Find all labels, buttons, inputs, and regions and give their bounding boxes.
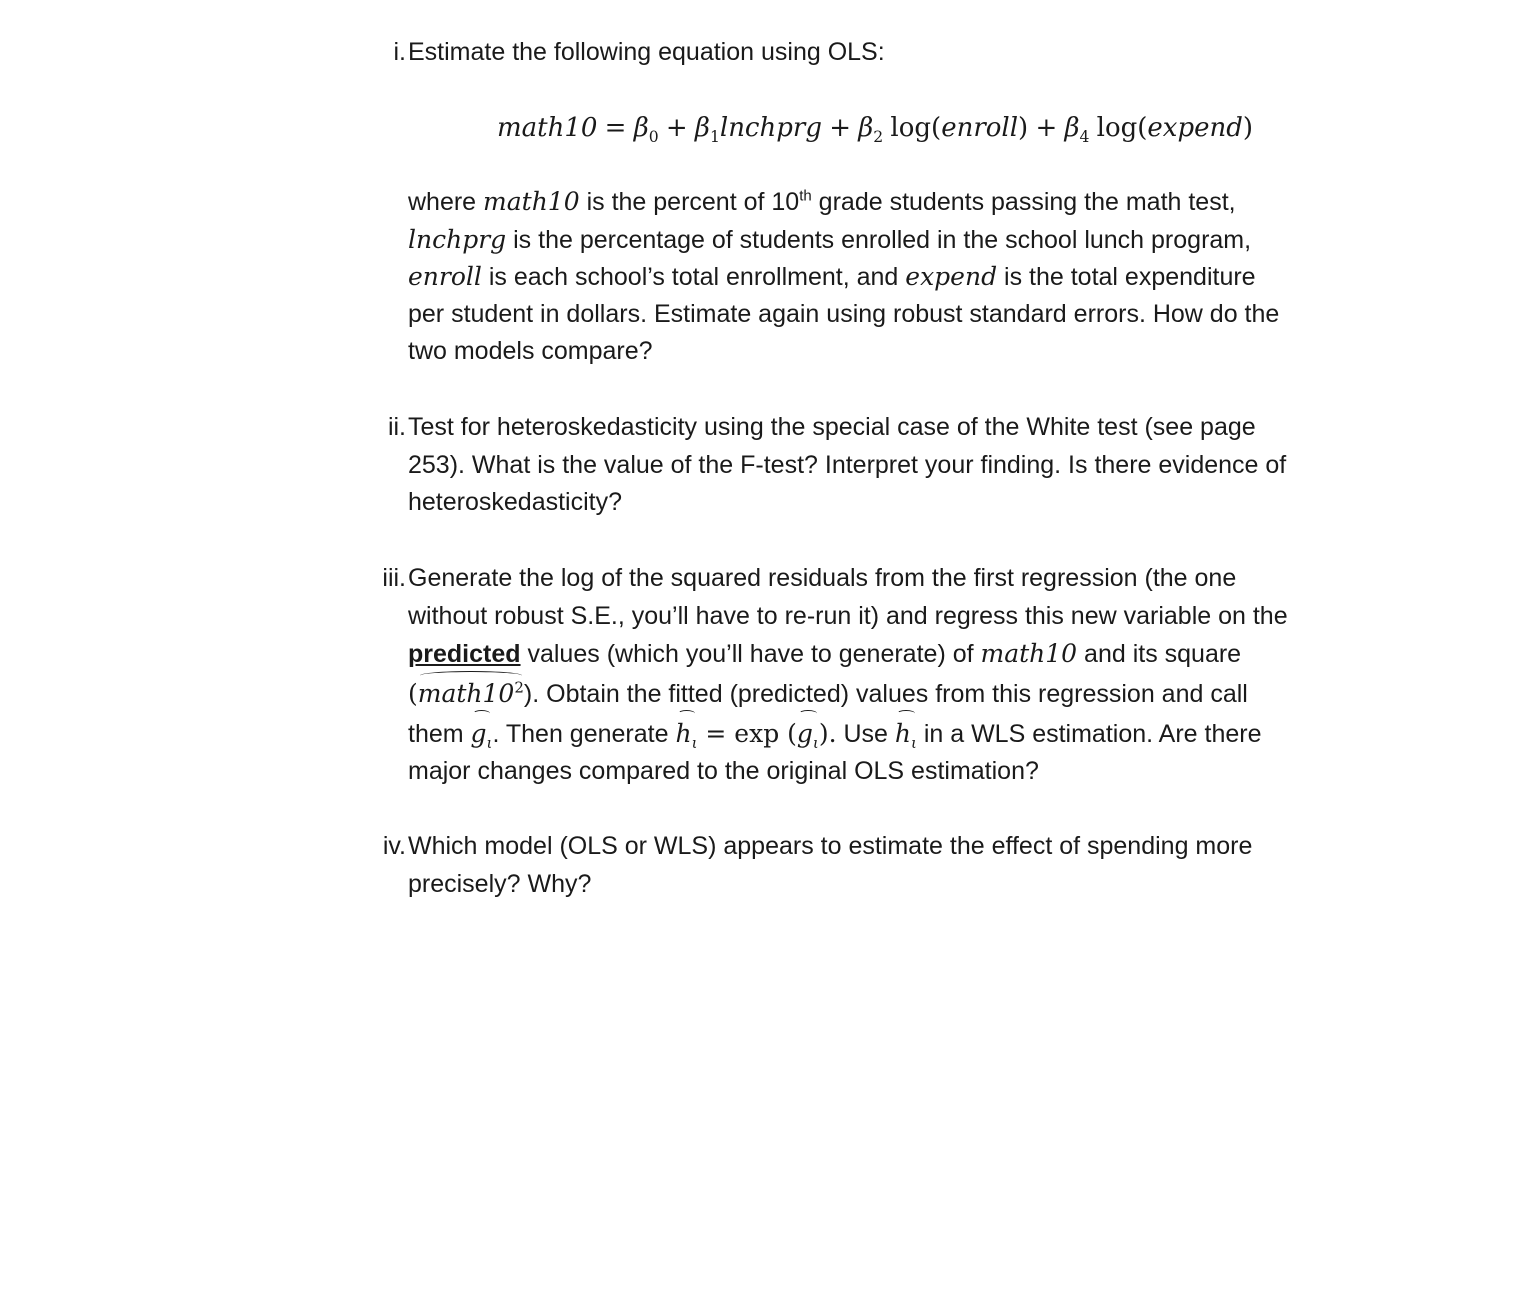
- body-line: where math10 is the percent of 10th grade students passing the math test,: [408, 187, 1236, 216]
- question-text: [408, 560, 1358, 790]
- math10-squared-hat: $math10^2$: [418, 673, 524, 715]
- emphasis-predicted: predicted: [408, 640, 521, 668]
- question-iv: [356, 828, 1356, 908]
- body-line: major changes compared to the original OLS estimation?: [408, 756, 1039, 785]
- question-i-body: [356, 183, 1356, 373]
- question-number: iii.: [382, 564, 406, 592]
- question-text: [408, 828, 1358, 903]
- body-line: Test for heteroskedasticity using the special case of the White test (see page: [408, 413, 1256, 441]
- body-line: enroll is each school’s total enrollment, and expend is the total expenditure: [408, 262, 1256, 291]
- h-hat: $h_\iota$: [675, 713, 697, 755]
- question-text: [408, 409, 1358, 522]
- body-line: lnchprg is the percentage of students enrolled in the school lunch program,: [408, 224, 1252, 254]
- body-line: them $g_\iota$. Then generate $h_\iota = \exp (g_\iota)$. Use $h_\iota$ in a WLS estimation. Are there: [408, 713, 1358, 753]
- question-text: [408, 34, 1358, 72]
- body-line: heteroskedasticity?: [408, 488, 623, 516]
- body-line: $(math10^2)$. Obtain the fitted (predicted) values from this regression and call: [408, 673, 1358, 713]
- body-line: precisely? Why?: [408, 869, 592, 898]
- g-hat: $g_\iota$: [797, 713, 819, 755]
- question-iii: [356, 560, 1356, 790]
- question-number: iv.: [382, 832, 406, 860]
- body-line: Generate the log of the squared residuals from the first regression (the one: [408, 564, 1237, 592]
- question-ii: [356, 409, 1356, 524]
- body-line: 253). What is the value of the F-test? Interpret your finding. Is there evidence of: [408, 450, 1287, 479]
- body-line: Which model (OLS or WLS) appears to estimate the effect of spending more: [408, 832, 1253, 860]
- g-hat: $g_\iota$: [471, 713, 493, 755]
- question-number: i.: [393, 38, 406, 66]
- body-line: per student in dollars. Estimate again using robust standard errors. How do the: [408, 299, 1280, 328]
- body-line: predicted values (which you’ll have to generate) of math10 and its square: [408, 639, 1242, 668]
- body-line: two models compare?: [408, 337, 653, 365]
- h-hat: $h_\iota$: [895, 713, 917, 755]
- body-line: without robust S.E., you’ll have to re-run it) and regress this new variable on the: [408, 601, 1288, 630]
- question-body-text: [408, 183, 1358, 371]
- regression-equation: math10 = $\beta_0$ + $\beta_1lnchprg + \beta_2$ log(enroll) + $\beta_4$ log(expend): [497, 113, 1254, 147]
- question-number: ii.: [387, 413, 406, 441]
- question-intro: Estimate the following equation using OLS:: [408, 38, 885, 66]
